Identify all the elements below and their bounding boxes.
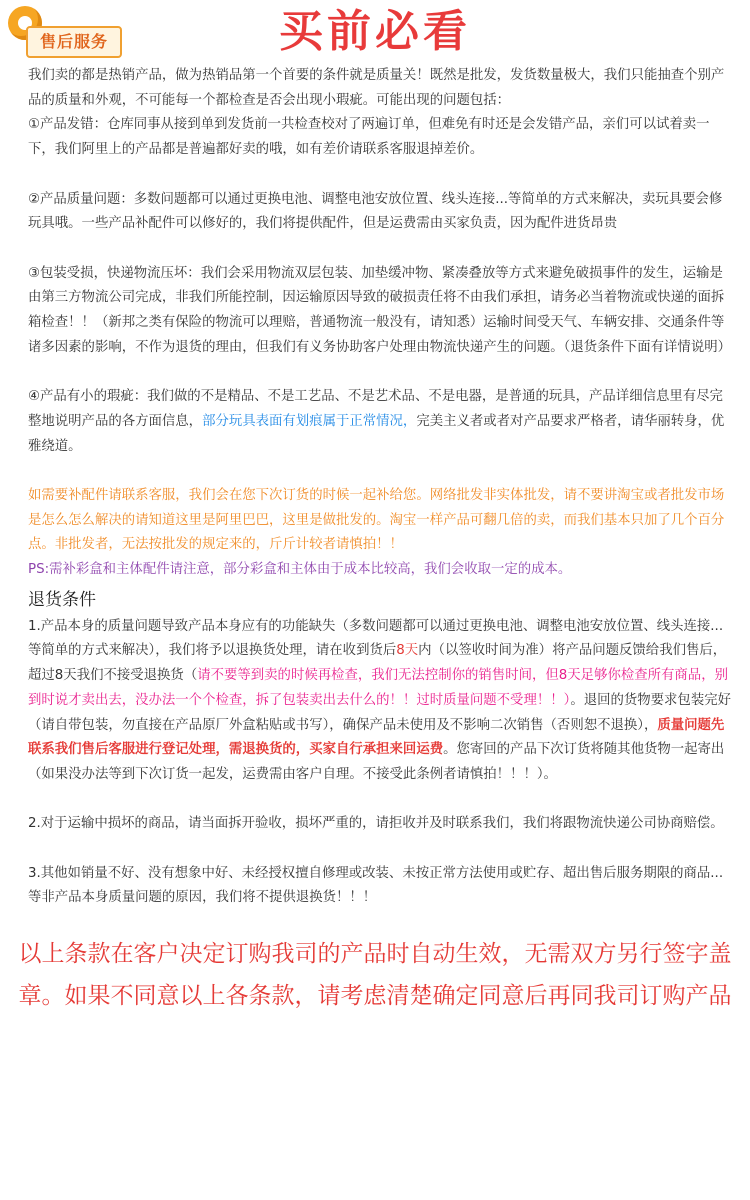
issue-quality: ②产品质量问题：多数问题都可以通过更换电池、调整电池安放位置、线头连接...等简单的方式来解决，卖玩具要会修玩具哦。一些产品补配件可以修好的，我们将提供配件，但是运费需由买家负责，因为配件进货昂贵 [28, 191, 723, 232]
issue-wrong-product: ①产品发错：仓库同事从接到单到发货前一共检查校对了两遍订单，但难免有时还是会发错产品，亲们可以试着卖一下，我们阿里上的产品都是普遍都好卖的哦，如有差价请联系客服退掉差价。 [28, 117, 710, 158]
issue4-text-end: 完美主义者或者对产品要求严格者，请华丽转身，优雅绕道。 [28, 413, 725, 454]
intro-paragraph: 我们卖的都是热销产品，做为热销品第一个首要的条件就是质量关！既然是批发，发货数量极大，我们只能抽查个别产品的质量和外观，不可能每一个都检查是否会出现小瑕疵。可能出现的问题包括： [28, 68, 725, 108]
return1-emphasis: 质量问题先联系我们售后客服进行登记处理，需退换货的，买家自行承担来回运费 [28, 717, 725, 758]
return-conditions-title: 退货条件 [28, 589, 96, 610]
terms-footer: 以上条款在客户决定订购我司的产品时自动生效，无需双方另行签字盖章。如果不同意以上各条款，请考虑清楚确定同意后再同我司订购产品 [18, 941, 732, 1010]
return-condition-3: 3.其他如销量不好、没有想象中好、未经授权擅自修理或改装、未按正常方法使用或贮存、超出售后服务期限的商品...等非产品本身质量问题的原因，我们将不提供退换货！！！ [28, 865, 724, 906]
spare-parts-notice: 如需要补配件请联系客服，我们会在您下次订货的时候一起补给您。网络批发非实体批发，请不要讲淘宝或者批发市场是怎么怎么解决的请知道这里是阿里巴巴，这里是做批发的。淘宝一样产品可翻几倍的卖，而我们基本只加了几个百分点。非批发者，无法按批发的规定来的，斤斤计较者请慎拍！！ [28, 487, 725, 553]
issue-minor-flaws [28, 385, 732, 459]
badge-label: 售后服务 [26, 26, 122, 58]
return1-text-2: 内（以签收时间为准）将产品问题反馈给我们售后，超过8天我们不接受退换货（ [28, 643, 727, 684]
return1-text: 1.产品本身的质量问题导致产品本身应有的功能缺失（多数问题都可以通过更换电池、调整电池安放位置、线头连接...等简单的方式来解决），我们将予以退换货处理，请在收到货后 [28, 618, 724, 659]
issue-packaging: ③包装受损，快递物流压坏：我们会采用物流双层包装、加垫缓冲物、紧凑叠放等方式来避免破损事件的发生，运输是由第三方物流公司完成，非我们所能控制，因运输原因导致的破损责任将不由我们承担，请务必当着物流或快递的面拆箱检查！！（新邦之类有保险的物流可以理赔，普通物流一般没有，请知悉）运输时间受天气、车辆安排、交通条件等诸多因素的影响，不作为退货的理由，但我们有义务协助客户处理由物流快递产生的问题。（退货条件下面有详情说明） [28, 265, 731, 355]
issue4-highlight: 部分玩具表面有划痕属于正常情况， [202, 413, 417, 429]
terms-body [0, 64, 750, 911]
return1-text-4: 。您寄回的产品下次订货将随其他货物一起寄出（如果没办法等到下次订货一起发，运费需由客户自理。不接受此条例者请慎拍！！！）。 [28, 742, 725, 782]
return-condition-2: 2.对于运输中损坏的商品，请当面拆开验收，损坏严重的，请拒收并及时联系我们，我们将跟物流快递公司协商赔偿。 [28, 816, 724, 832]
return1-text-3: 。退回的货物要求包装完好（请自带包装，勿直接在产品原厂外盒粘贴或书写），确保产品未使用及不影响二次销售（否则恕不退换）， [28, 692, 731, 733]
ps-notice: PS:需补彩盒和主体配件请注意，部分彩盒和主体由于成本比较高，我们会收取一定的成本。 [28, 562, 572, 577]
return1-days: 8天 [396, 643, 419, 659]
return1-warning: 请不要等到卖的时候再检查，我们无法控制你的销售时间，但8天足够你检查所有商品，别到时说才卖出去，没办法一个个检查，拆了包装卖出去什么的！！过时质量问题不受理！！） [28, 668, 728, 708]
return-condition-1 [28, 615, 732, 788]
header [0, 0, 750, 64]
issue4-text: ④产品有小的瑕疵：我们做的不是精品、不是工艺品、不是艺术品、不是电器，是普通的玩具，产品详细信息里有尽完整地说明产品的各方面信息， [28, 389, 723, 429]
page-title: 买前必看 [279, 6, 471, 57]
